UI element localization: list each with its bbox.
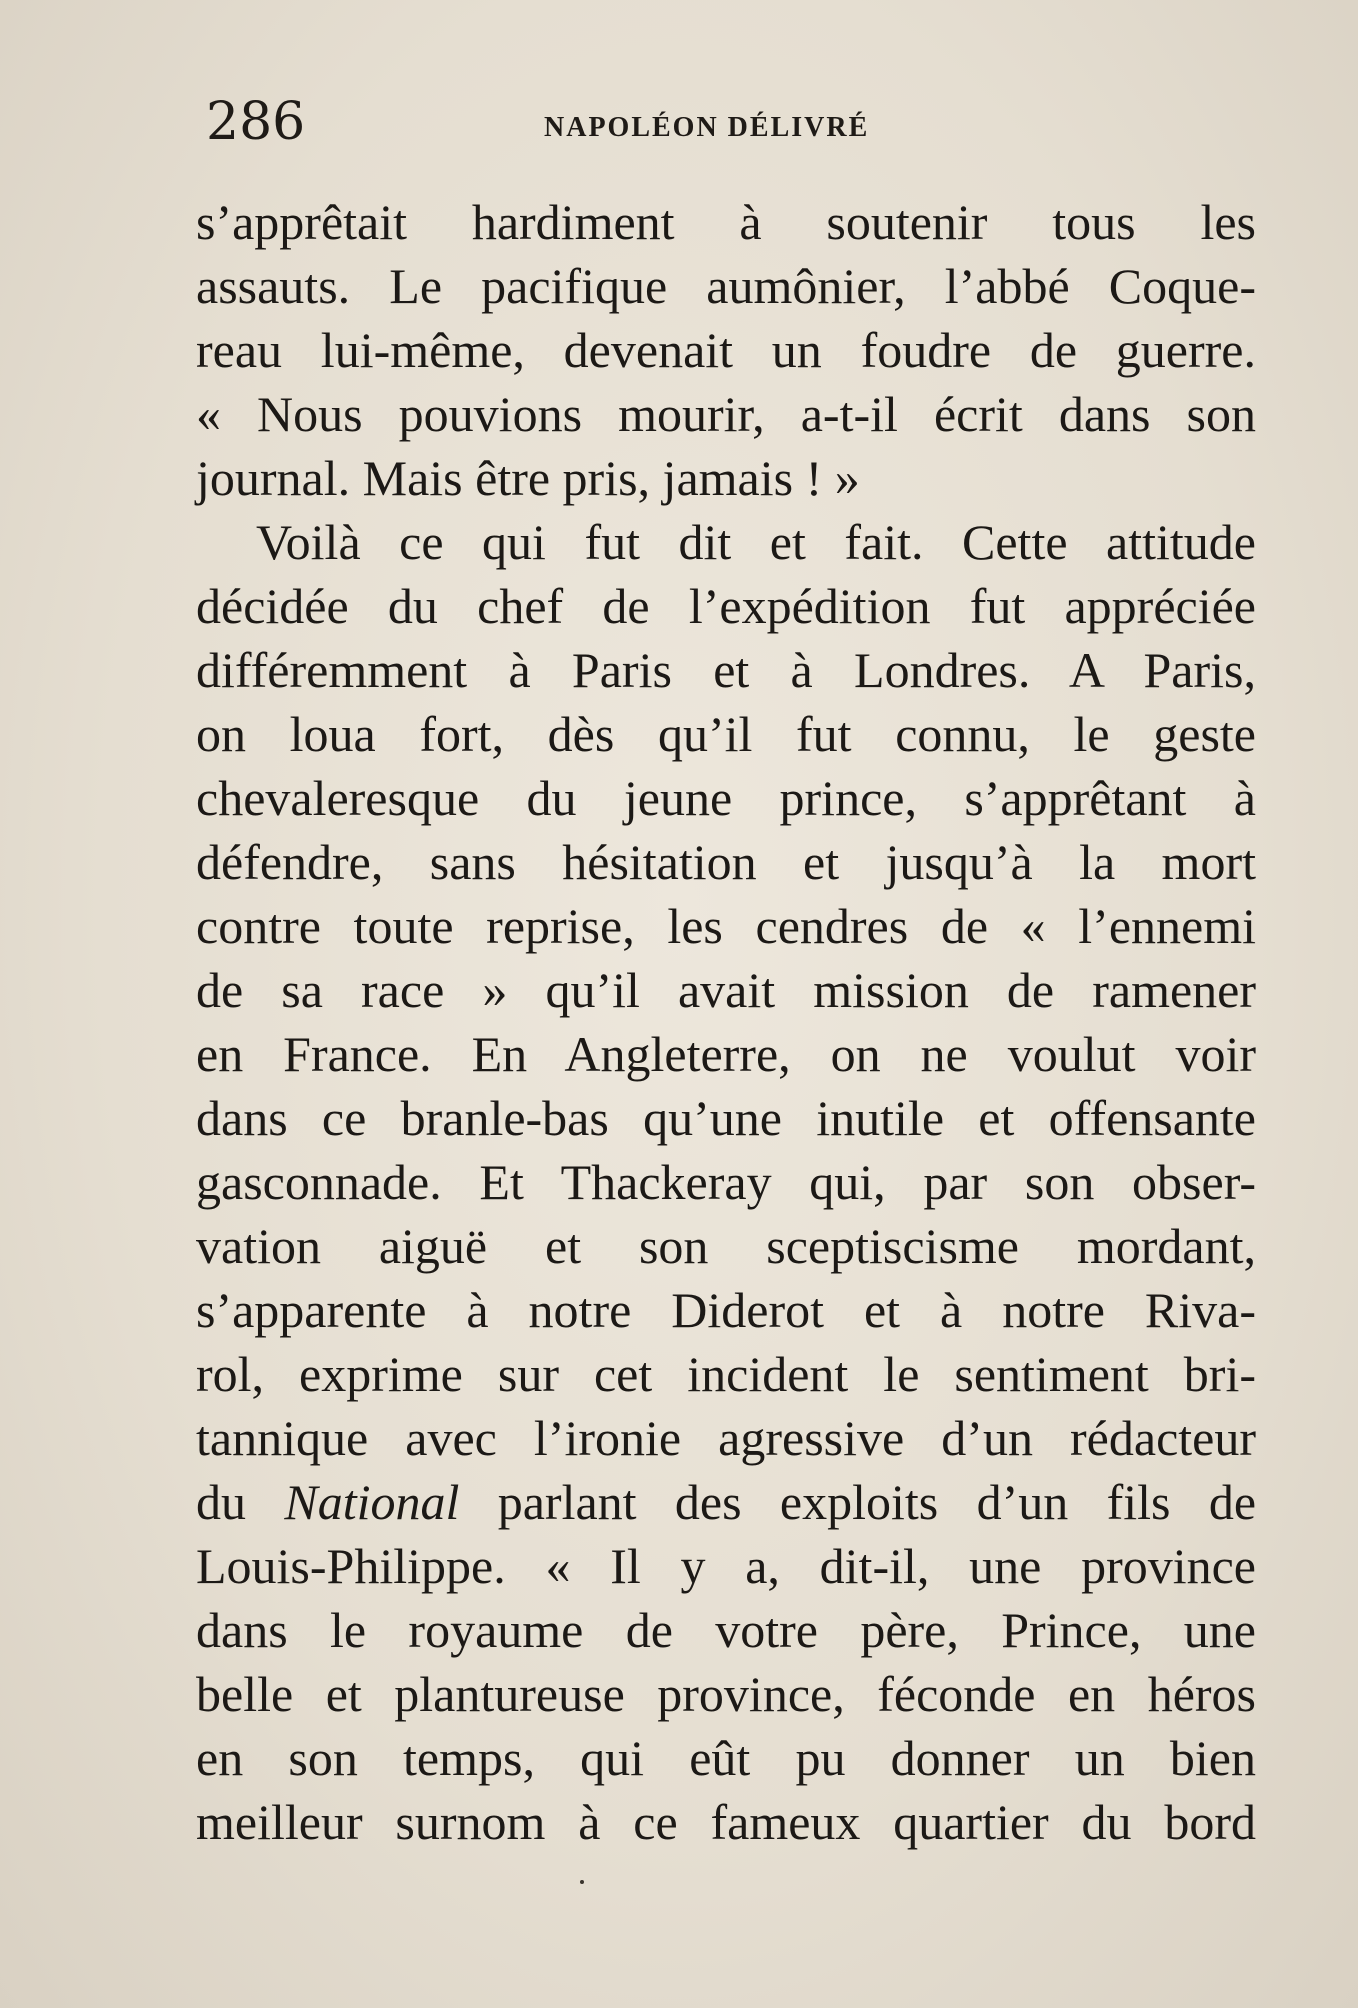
page-number: 286 <box>206 92 306 152</box>
text-line: journal. Mais être pris, jamais ! » <box>196 450 860 506</box>
paragraph-start-line: Voilà ce qui fut dit et fait. Cette attitude <box>256 514 1256 570</box>
text-line: Louis-Philippe. « Il y a, dit-il, une province <box>196 1538 1256 1594</box>
text-line: dans le royaume de votre père, Prince, une <box>196 1602 1256 1658</box>
text-line: décidée du chef de l’expédition fut appréciée <box>196 578 1256 634</box>
text-line: reau lui-même, devenait un foudre de guerre. <box>196 322 1256 378</box>
text-line: gasconnade. Et Thackeray qui, par son obser- <box>196 1154 1256 1210</box>
text-line: tannique avec l’ironie agressive d’un rédacteur <box>196 1410 1256 1466</box>
text-line: assauts. Le pacifique aumônier, l’abbé Coque- <box>196 258 1256 314</box>
text-line: défendre, sans hésitation et jusqu’à la mort <box>196 834 1256 890</box>
italic-title-national: National <box>284 1474 460 1530</box>
ink-speck <box>580 1880 584 1884</box>
text-line: belle et plantureuse province, féconde en héros <box>196 1666 1256 1722</box>
text-line: de sa race » qu’il avait mission de ramener <box>196 962 1256 1018</box>
text-line: dans ce branle-bas qu’une inutile et offensante <box>196 1090 1256 1146</box>
text-segment: parlant des exploits d’un fils de <box>459 1474 1257 1530</box>
text-line: en son temps, qui eût pu donner un bien <box>196 1730 1256 1786</box>
text-line: on loua fort, dès qu’il fut connu, le geste <box>196 706 1256 762</box>
body-text <box>196 190 1256 1854</box>
text-line: en France. En Angleterre, on ne voulut voir <box>196 1026 1256 1082</box>
text-line: chevaleresque du jeune prince, s’apprêtant à <box>196 770 1256 826</box>
text-line: meilleur surnom à ce fameux quartier du bord <box>196 1794 1256 1850</box>
text-line: « Nous pouvions mourir, a-t-il écrit dans son <box>196 386 1256 442</box>
text-line-with-italic <box>196 1470 1256 1534</box>
text-line: différemment à Paris et à Londres. A Paris, <box>196 642 1256 698</box>
text-line: s’apparente à notre Diderot et à notre Riva- <box>196 1282 1256 1338</box>
text-line: vation aiguë et son sceptiscisme mordant, <box>196 1218 1256 1274</box>
running-title: NAPOLÉON DÉLIVRÉ <box>544 112 870 143</box>
text-line: rol, exprime sur cet incident le sentiment bri- <box>196 1346 1256 1402</box>
text-line: s’apprêtait hardiment à soutenir tous les <box>196 194 1256 250</box>
text-segment: du <box>196 1474 285 1530</box>
text-line: contre toute reprise, les cendres de « l’ennemi <box>196 898 1256 954</box>
page-header <box>206 92 1256 162</box>
